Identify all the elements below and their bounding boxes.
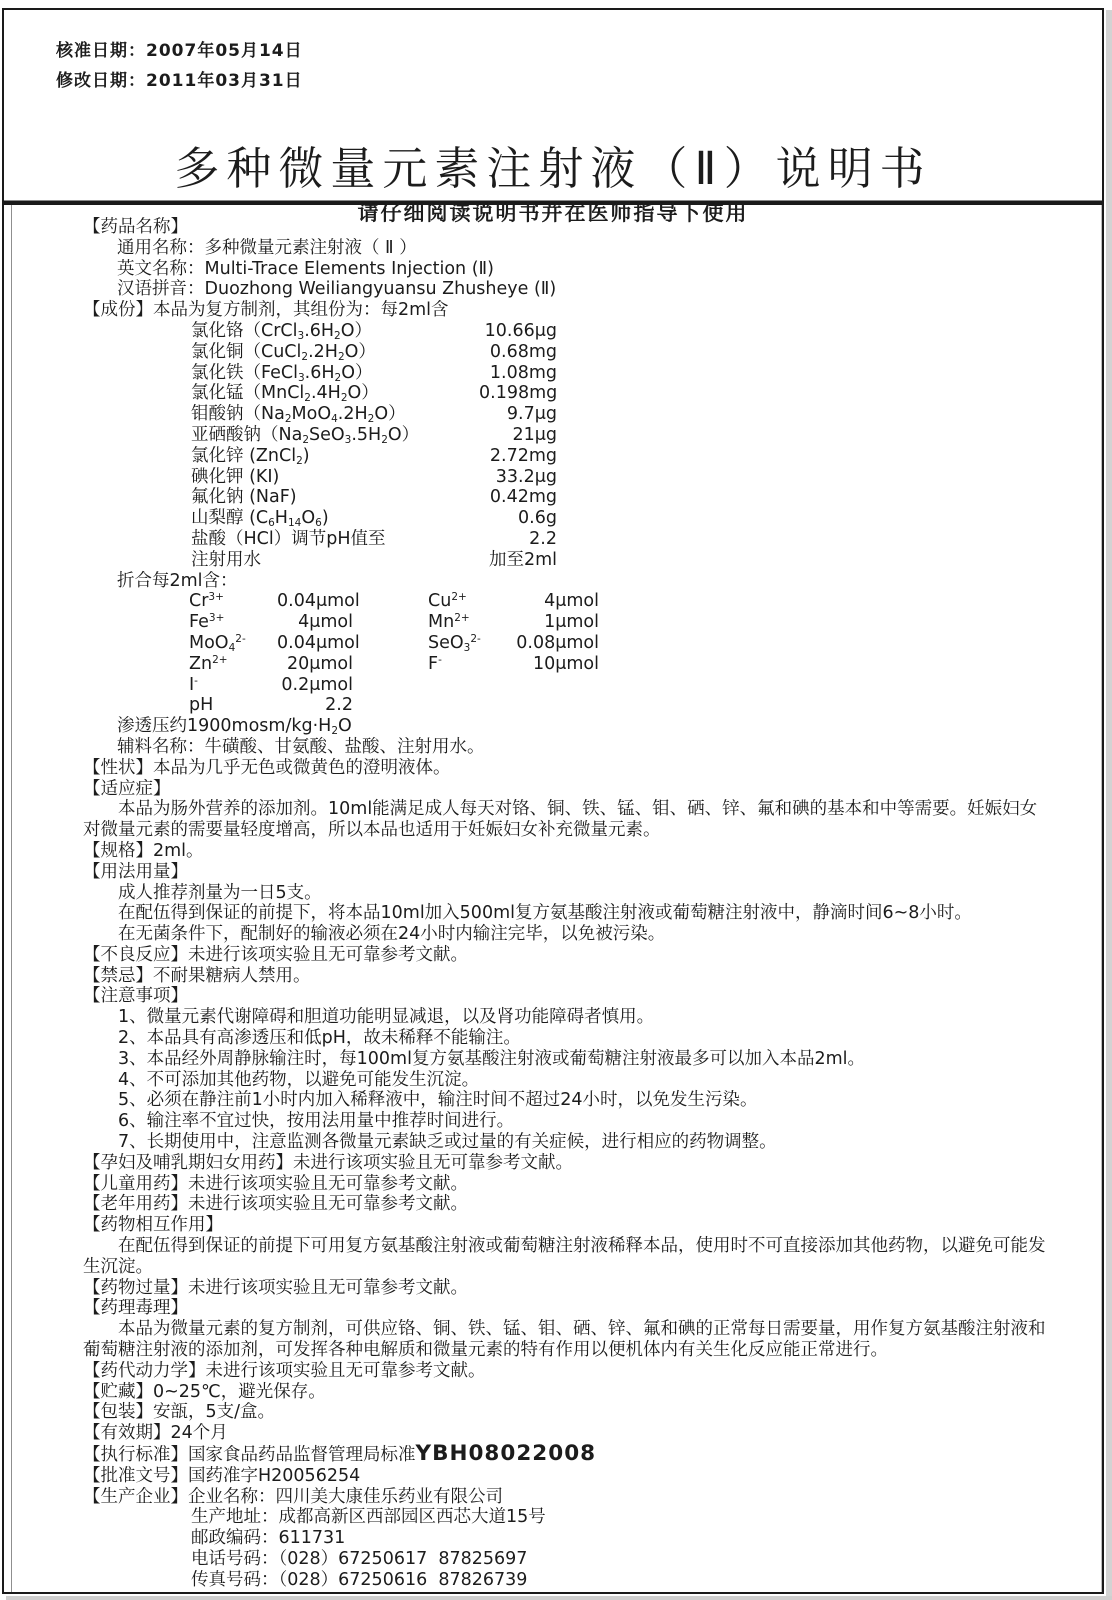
section-label: 【儿童用药】 (83, 1173, 188, 1194)
company-detail-line: 电话号码：（028）67250617 87825697 (191, 1549, 528, 1569)
page-subtitle: 请仔细阅读说明书并在医师指导下使用 (357, 201, 749, 225)
date-block (56, 36, 303, 96)
ingredient-name: 氯化铬$(CrCl_3.6H_2O)$ (191, 320, 373, 342)
paragraph: 在配伍得到保证的前提下，将本品10ml加入500ml复方氨基酸注射液或葡萄糖注射液中，静滴时间6~8小时。 (118, 903, 972, 924)
ingredient-amount: 10.66μg (484, 320, 557, 341)
paragraph: 成人推荐剂量为一日5支。 (118, 882, 322, 903)
section-label: 【用法用量】 (83, 861, 188, 882)
section-line (83, 1215, 1051, 1236)
paragraph: 4、不可添加其他药物，以避免可能发生沉淀。 (118, 1069, 480, 1090)
section-text: 0~25℃，避光保存。 (153, 1381, 326, 1402)
ingredient-table (83, 321, 1051, 571)
section-line (83, 1402, 1051, 1423)
ion-row (83, 612, 1051, 633)
ion-amount: 20μmol (286, 653, 353, 674)
section-text: 未进行该项实验且无可靠参考文献。 (188, 1173, 468, 1194)
section-label: 【注意事项】 (83, 986, 188, 1007)
ion-row (83, 633, 1051, 654)
ingredient-name: 碘化钾 (KI) (191, 466, 280, 487)
ingredient-amount: 9.7μg (506, 404, 557, 425)
paragraph: 本品为肠外营养的添加剂。10ml能满足成人每天对铬、铜、铁、锰、钼、硒、锌、氟和碘的基本和中等需要。妊娠妇女对微量元素的需要量轻度增高，所以本品也适用于妊娠妇女补充微量元素。 (83, 799, 1038, 841)
section-text: 国药准字H20056254 (188, 1465, 361, 1486)
section-label: 【性状】 (83, 757, 153, 778)
column-gap (353, 633, 428, 654)
section-label: 【药品名称】 (83, 217, 188, 237)
ion-amount: 1μmol (544, 612, 599, 633)
ingredient-name: 氯化铁$(FeCl_3.6H_2O)$ (191, 362, 373, 384)
content-body (11, 205, 1102, 1592)
paragraph: 本品为微量元素的复方制剂，可供应铬、铜、铁、锰、钼、硒、锌、氟和碘的正常每日需要量，用作复方氨基酸注射液和葡萄糖注射液的添加剂，可发挥各种电解质和微量元素的特有作用以便机体内有关生化反应能正常进行。 (83, 1319, 1046, 1361)
section-line (83, 300, 1051, 321)
insert-header (4, 10, 1102, 225)
column-gap (353, 695, 428, 716)
ion-amount (513, 695, 599, 716)
ingredient-amount: 0.6g (518, 508, 557, 529)
ion-amount: 0.2μmol (281, 674, 353, 695)
section-line (83, 945, 1051, 966)
section-line (83, 1361, 1051, 1382)
section-line (83, 862, 1051, 883)
ingredient-row (83, 487, 1051, 508)
paragraph: 2、本品具有高渗透压和低pH，故未稀释不能输注。 (118, 1028, 521, 1049)
ingredient-row (83, 446, 1051, 467)
column-gap (353, 591, 428, 612)
detail-line: 英文名称：Multi-Trace Elements Injection (Ⅱ) (117, 258, 494, 279)
section-text: 安瓿，5支/盒。 (153, 1402, 276, 1423)
section-label: 【药物相互作用】 (83, 1215, 223, 1236)
ingredient-row (83, 363, 1051, 384)
section-label: 【生产企业】 (83, 1486, 188, 1507)
section-line (83, 1487, 1051, 1508)
scan-edge-bottom (6, 1596, 1112, 1600)
section-text: 未进行该项实验且无可靠参考文献。 (293, 1152, 573, 1173)
ion-row (83, 675, 1051, 696)
section-text: 2ml。 (153, 840, 204, 861)
section-label: 【不良反应】 (83, 944, 188, 965)
ingredient-row (83, 404, 1051, 425)
section-label: 【成份】 (83, 300, 153, 321)
section-line (83, 779, 1051, 800)
ingredient-amount: 0.198mg (479, 383, 558, 404)
company-detail-line: 生产地址：成都高新区西部园区西芯大道15号 (191, 1507, 546, 1528)
ion-amount: 0.04μmol (277, 591, 360, 612)
ingredient-name: 亚硒酸钠$(Na_2SeO_3.5H_2O)$ (191, 424, 420, 446)
column-gap (353, 675, 428, 696)
section-text: 企业名称：四川美大康佳乐药业有限公司 (188, 1486, 503, 1507)
detail-line: 通用名称：多种微量元素注射液（ Ⅱ ） (117, 237, 417, 258)
paragraph: 5、必须在静注前1小时内加入稀释液中，输注时间不超过24小时，以免发生污染。 (118, 1090, 758, 1111)
ion-symbol: $Cu^{2+}$ (428, 591, 467, 612)
ion-table (83, 591, 1051, 716)
section-line (83, 1174, 1051, 1195)
section-text: 未进行该项实验且无可靠参考文献。 (188, 1194, 468, 1215)
paragraph: 3、本品经外周静脉输注时，每100ml复方氨基酸注射液或葡萄糖注射液最多可以加入本品2ml。 (118, 1048, 865, 1069)
ion-amount: 4μmol (298, 612, 353, 633)
ingredient-amount: 2.72mg (489, 445, 557, 466)
section-line (83, 986, 1051, 1007)
ingredient-row (83, 529, 1051, 550)
ion-symbol: MoO$_4^{2-}$ (189, 632, 246, 654)
ingredient-name: 氯化铜$(CuCl_2.2H_2O)$ (191, 341, 376, 363)
ingredient-row (83, 467, 1051, 488)
ingredient-row (83, 342, 1051, 363)
section-label: 【有效期】 (83, 1423, 171, 1444)
company-detail-line: 邮政编码：611731 (191, 1528, 346, 1549)
section-label: 【药代动力学】 (83, 1360, 206, 1381)
ingredient-name: 氯化锰$(MnCl_2.4H_2O)$ (191, 383, 379, 405)
ion-amount: 0.08μmol (516, 632, 599, 653)
section-label: 【规格】 (83, 840, 153, 861)
ingredient-row (83, 321, 1051, 342)
section-label: 【执行标准】 (83, 1445, 188, 1466)
section-text: 本品为几乎无色或微黄色的澄明液体。 (153, 757, 451, 778)
ion-row (83, 695, 1051, 716)
section-text: 未进行该项实验且无可靠参考文献。 (188, 944, 468, 965)
paragraph: 在无菌条件下，配制好的输液必须在24小时内输注完毕，以免被污染。 (118, 924, 666, 945)
ingredient-amount: 1.08mg (489, 362, 557, 383)
revision-date-label: 修改日期： (56, 71, 146, 91)
section-label: 【批准文号】 (83, 1465, 188, 1486)
ion-row (83, 654, 1051, 675)
ingredient-row (83, 383, 1051, 404)
ion-symbol: I- (189, 674, 198, 695)
ingredient-amount: 0.68mg (489, 341, 557, 362)
section-line (83, 1194, 1051, 1215)
section-label: 【禁忌】 (83, 965, 153, 986)
ingredient-name: 氟化钠 (NaF) (191, 487, 297, 508)
ion-amount: 2.2 (325, 695, 353, 716)
ingredient-name: 钼酸钠$(Na_2MoO_4.2H_2O)$ (191, 404, 406, 426)
column-gap (353, 612, 428, 633)
section-text: 未进行该项实验且无可靠参考文献。 (205, 1360, 486, 1381)
ingredient-row (83, 508, 1051, 529)
ion-symbol: SeO$_3^{2-}$ (428, 632, 481, 654)
paragraph: 在配伍得到保证的前提下可用复方氨基酸注射液或葡萄糖注射液稀释本品，使用时不可直接添加其他药物，以避免可能发生沉淀。 (83, 1236, 1046, 1277)
paragraph: 1、微量元素代谢障碍和胆道功能明显减退，以及肾功能障碍者慎用。 (118, 1007, 655, 1028)
section-line (83, 758, 1051, 779)
detail-line: 渗透压约$1900mosm/kg\cdot H_2O$ (117, 716, 352, 738)
section-text: 国家食品药品监督管理局标准YBH08022008 (188, 1441, 597, 1467)
section-line (83, 966, 1051, 987)
ion-symbol: $Zn^{2+}$ (189, 653, 228, 674)
detail-line: 辅料名称：牛磺酸、甘氨酸、盐酸、注射用水。 (117, 736, 485, 757)
revision-date-value: 2011年03月31日 (146, 71, 303, 91)
section-label: 【包装】 (83, 1402, 153, 1423)
ingredient-name: 山梨醇 $(C_6H_{14}O_6)$ (191, 508, 329, 530)
section-line (83, 841, 1051, 862)
section-line (83, 1441, 1051, 1467)
section-line (83, 1382, 1051, 1403)
column-gap (353, 654, 428, 675)
approval-date-line (56, 36, 303, 66)
insert-sheet (2, 8, 1104, 1594)
section-label: 【适应症】 (83, 778, 171, 799)
scan-edge-right (1106, 10, 1112, 1600)
section-line (83, 1466, 1051, 1487)
ion-symbol: $Mn^{2+}$ (428, 612, 470, 633)
section-line (83, 1278, 1051, 1299)
section-text: 24个月 (170, 1423, 228, 1444)
section-text: 本品为复方制剂，其组份为：每2ml含 (153, 300, 449, 321)
ingredient-amount: 2.2 (529, 528, 557, 549)
ingredient-amount: 0.42mg (489, 487, 557, 508)
ion-amount: 10μmol (532, 653, 599, 674)
section-line (83, 1153, 1051, 1174)
page-title: 多种微量元素注射液（Ⅱ）说明书 (174, 142, 932, 196)
ion-symbol: F- (428, 653, 442, 674)
revision-date-line (56, 66, 303, 96)
ingredient-amount: 加至2ml (488, 549, 557, 570)
company-detail-line: 传真号码：（028）67250616 87826739 (191, 1569, 528, 1590)
ion-symbol: $Fe^{3+}$ (189, 612, 225, 633)
section-label: 【贮藏】 (83, 1381, 153, 1402)
detail-line: 汉语拼音：Duozhong Weiliangyuansu Zhusheye (Ⅱ) (117, 279, 557, 300)
ingredient-name: 氯化锌 (ZnCl$_2$) (191, 445, 310, 467)
ingredient-amount: 33.2μg (495, 466, 557, 487)
section-label: 【孕妇及哺乳期妇女用药】 (83, 1152, 293, 1173)
detail-line: 折合每2ml含： (117, 570, 238, 591)
ingredient-row (83, 550, 1051, 571)
ion-symbol (428, 695, 513, 716)
ion-symbol: pH (189, 695, 214, 716)
section-text: 未进行该项实验且无可靠参考文献。 (188, 1277, 468, 1298)
paragraph: 7、长期使用中，注意监测各微量元素缺乏或过量的有关症候，进行相应的药物调整。 (118, 1132, 777, 1153)
ingredient-amount: 21μg (512, 424, 557, 445)
ion-row (83, 591, 1051, 612)
approval-date-value: 2007年05月14日 (146, 41, 303, 61)
section-label: 【老年用药】 (83, 1194, 188, 1215)
ingredient-row (83, 425, 1051, 446)
ingredient-name: 盐酸（HCl）调节pH值至 (191, 528, 386, 549)
section-text: 不耐果糖病人禁用。 (153, 965, 311, 986)
section-line (83, 1298, 1051, 1319)
ion-symbol (428, 675, 513, 696)
ion-amount (513, 675, 599, 696)
approval-date-label: 核准日期： (56, 41, 146, 61)
paragraph: 6、输注率不宜过快，按用法用量中推荐时间进行。 (118, 1111, 515, 1132)
ion-symbol: $Cr^{3+}$ (189, 591, 224, 612)
section-label: 【药理毒理】 (83, 1298, 188, 1319)
ion-amount: 4μmol (544, 591, 599, 612)
ion-amount: 0.04μmol (277, 632, 360, 653)
ingredient-name: 注射用水 (191, 549, 261, 570)
section-label: 【药物过量】 (83, 1277, 188, 1298)
